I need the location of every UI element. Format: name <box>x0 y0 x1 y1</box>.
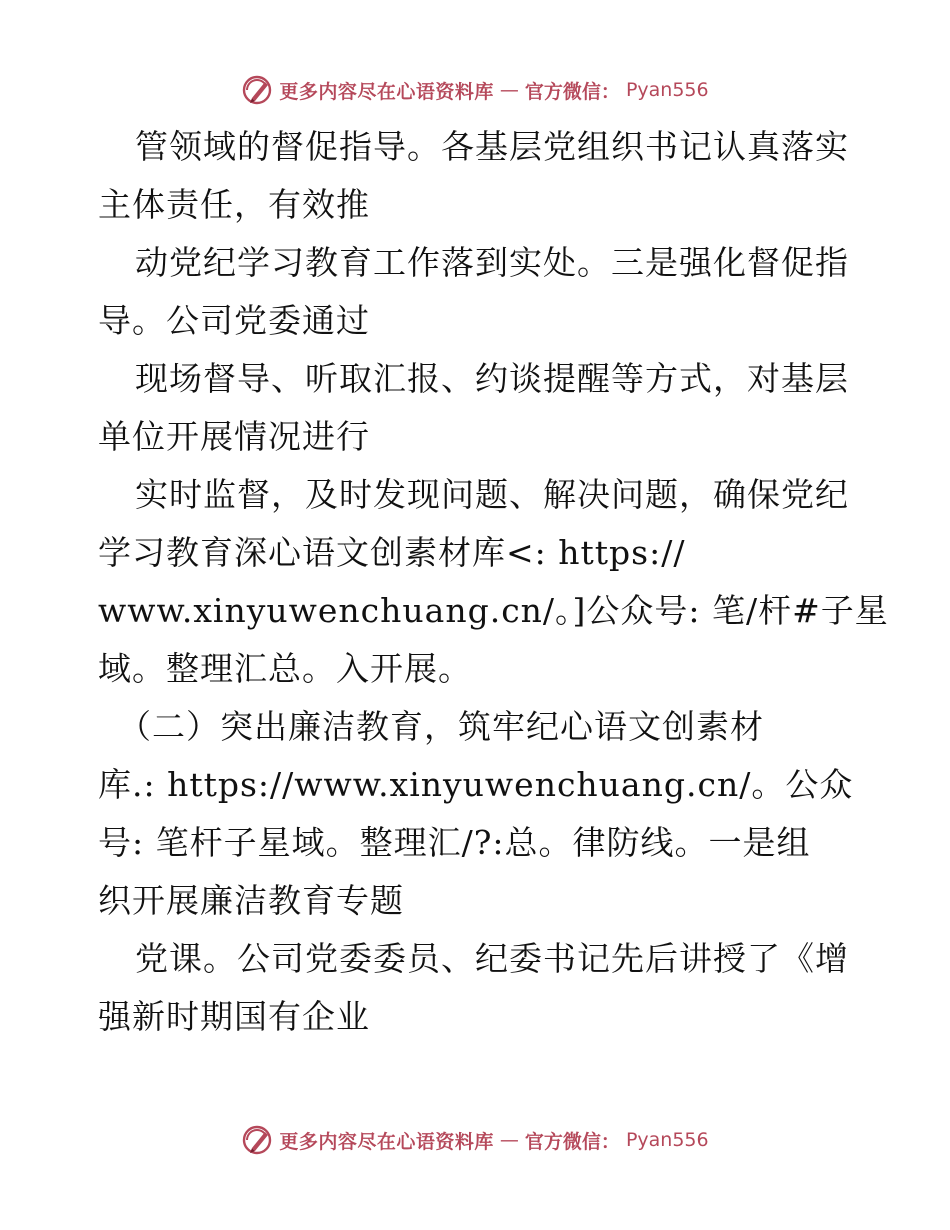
body-line: 党课。公司党委委员、纪委书记先后讲授了《增 <box>135 939 849 978</box>
body-line: 单位开展情况进行 <box>98 417 370 456</box>
watermark-wechat-id: Pyan556 <box>625 1129 709 1151</box>
watermark-group <box>241 1124 708 1156</box>
watermark-wechat-label: 官方微信： <box>524 80 620 103</box>
body-line: 号: 笔杆子星域。整理汇/?:总。律防线。一是组 <box>98 823 811 862</box>
pen-circle-logo-icon <box>241 74 273 106</box>
body-line: 学习教育深心语文创素材库<: https:// <box>98 533 686 572</box>
footer-watermark <box>0 1120 950 1160</box>
pen-circle-logo-icon <box>241 1124 273 1156</box>
watermark-group <box>241 74 708 106</box>
document-body <box>98 118 889 1046</box>
body-line: 现场督导、听取汇报、约谈提醒等方式，对基层 <box>135 359 849 398</box>
body-line: 强新时期国有企业 <box>98 997 370 1036</box>
body-line: 导。公司党委通过 <box>98 301 370 340</box>
body-line: 域。整理汇总。入开展。 <box>98 649 472 688</box>
watermark-dash: — <box>499 79 519 101</box>
watermark-wechat-label: 官方微信： <box>524 1130 620 1153</box>
watermark-dash: — <box>499 1129 519 1151</box>
header-watermark <box>0 70 950 110</box>
body-line: www.xinyuwenchuang.cn/。]公众号: 笔/杆#子星 <box>98 591 889 630</box>
body-line: 织开展廉洁教育专题 <box>98 881 404 920</box>
body-line: 动党纪学习教育工作落到实处。三是强化督促指 <box>135 243 849 282</box>
body-line: 管领域的督促指导。各基层党组织书记认真落实 <box>135 127 849 166</box>
watermark-wechat-id: Pyan556 <box>625 79 709 101</box>
section-heading-line: （二）突出廉洁教育，筑牢纪心语文创素材 <box>118 707 764 746</box>
body-line: 库.: https://www.xinyuwenchuang.cn/。公众 <box>98 765 854 804</box>
watermark-text: 更多内容尽在心语资料库 <box>279 80 494 103</box>
body-line: 实时监督，及时发现问题、解决问题，确保党纪 <box>135 475 849 514</box>
watermark-text: 更多内容尽在心语资料库 <box>279 1130 494 1153</box>
body-line: 主体责任，有效推 <box>98 185 370 224</box>
